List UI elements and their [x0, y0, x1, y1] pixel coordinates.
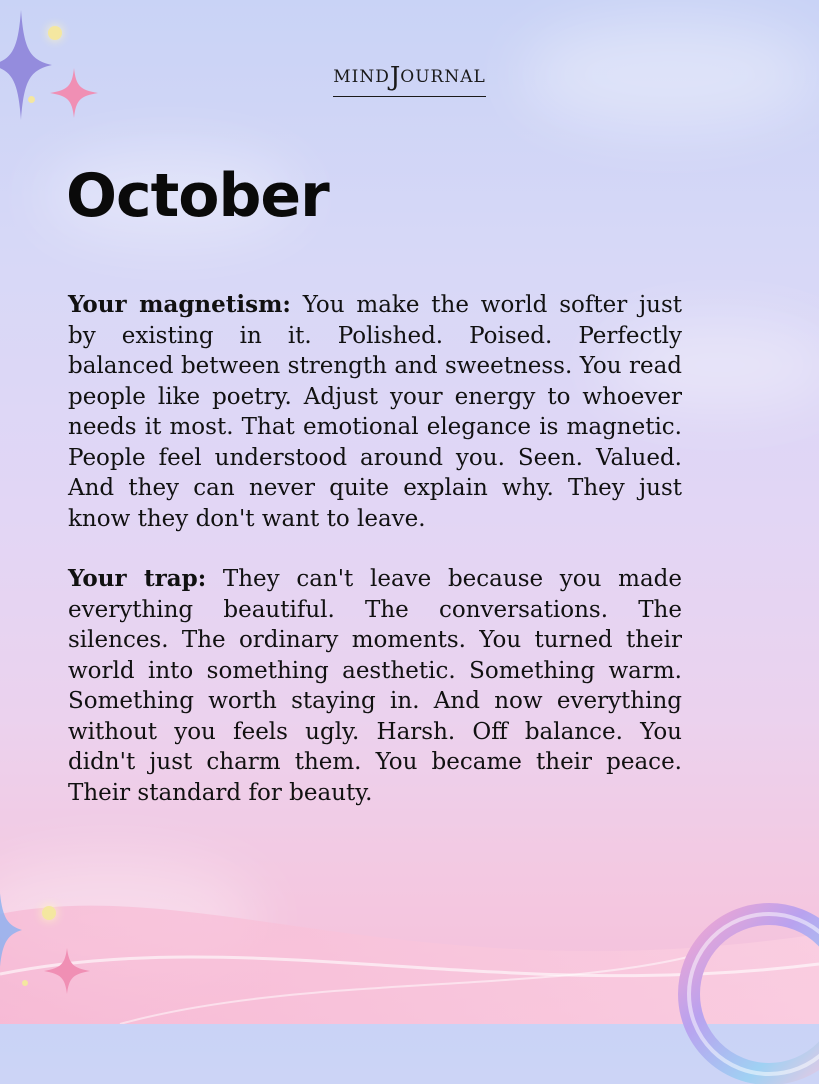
sparkle-violet-icon: [0, 880, 22, 980]
brand-prefix: MIND: [333, 67, 390, 87]
brand-suffix: OURNAL: [400, 67, 486, 87]
magnetism-text: You make the world softer just by existing in it. Polished. Poised. Perfectly balanced between strength and sweetness. You read people like poetry. Adjust your energy to whoever needs it most. That emotional elegance is magnetic. People feel understood around you. Seen. Valued. And they can never quite explain why. They just know they don't want to leave.: [68, 292, 683, 532]
brand-initial: J: [389, 62, 401, 92]
page-title: October: [66, 161, 329, 231]
glow-dot-icon: [28, 96, 35, 103]
glow-dot-icon: [48, 26, 62, 40]
article-body: [68, 290, 682, 838]
magnetism-label: Your magnetism:: [68, 291, 291, 318]
magnetism-paragraph: [68, 290, 682, 534]
trap-label: Your trap:: [68, 565, 207, 592]
glow-dot-icon: [42, 906, 56, 920]
glow-dot-icon: [22, 980, 28, 986]
sparkle-pink-icon: [44, 948, 90, 994]
trap-text: They can't leave because you made everything beautiful. The conversations. The silences. The ordinary moments. You turned their world into something aesthetic. Something warm. Something worth staying in. And now everything without you feels ugly. Harsh. Off balance. You didn't just charm them. You became their peace. Their standard for beauty.: [68, 566, 682, 806]
brand-logo: [0, 62, 819, 97]
trap-paragraph: [68, 564, 682, 808]
iridescent-ring-decoration: [659, 884, 819, 1084]
